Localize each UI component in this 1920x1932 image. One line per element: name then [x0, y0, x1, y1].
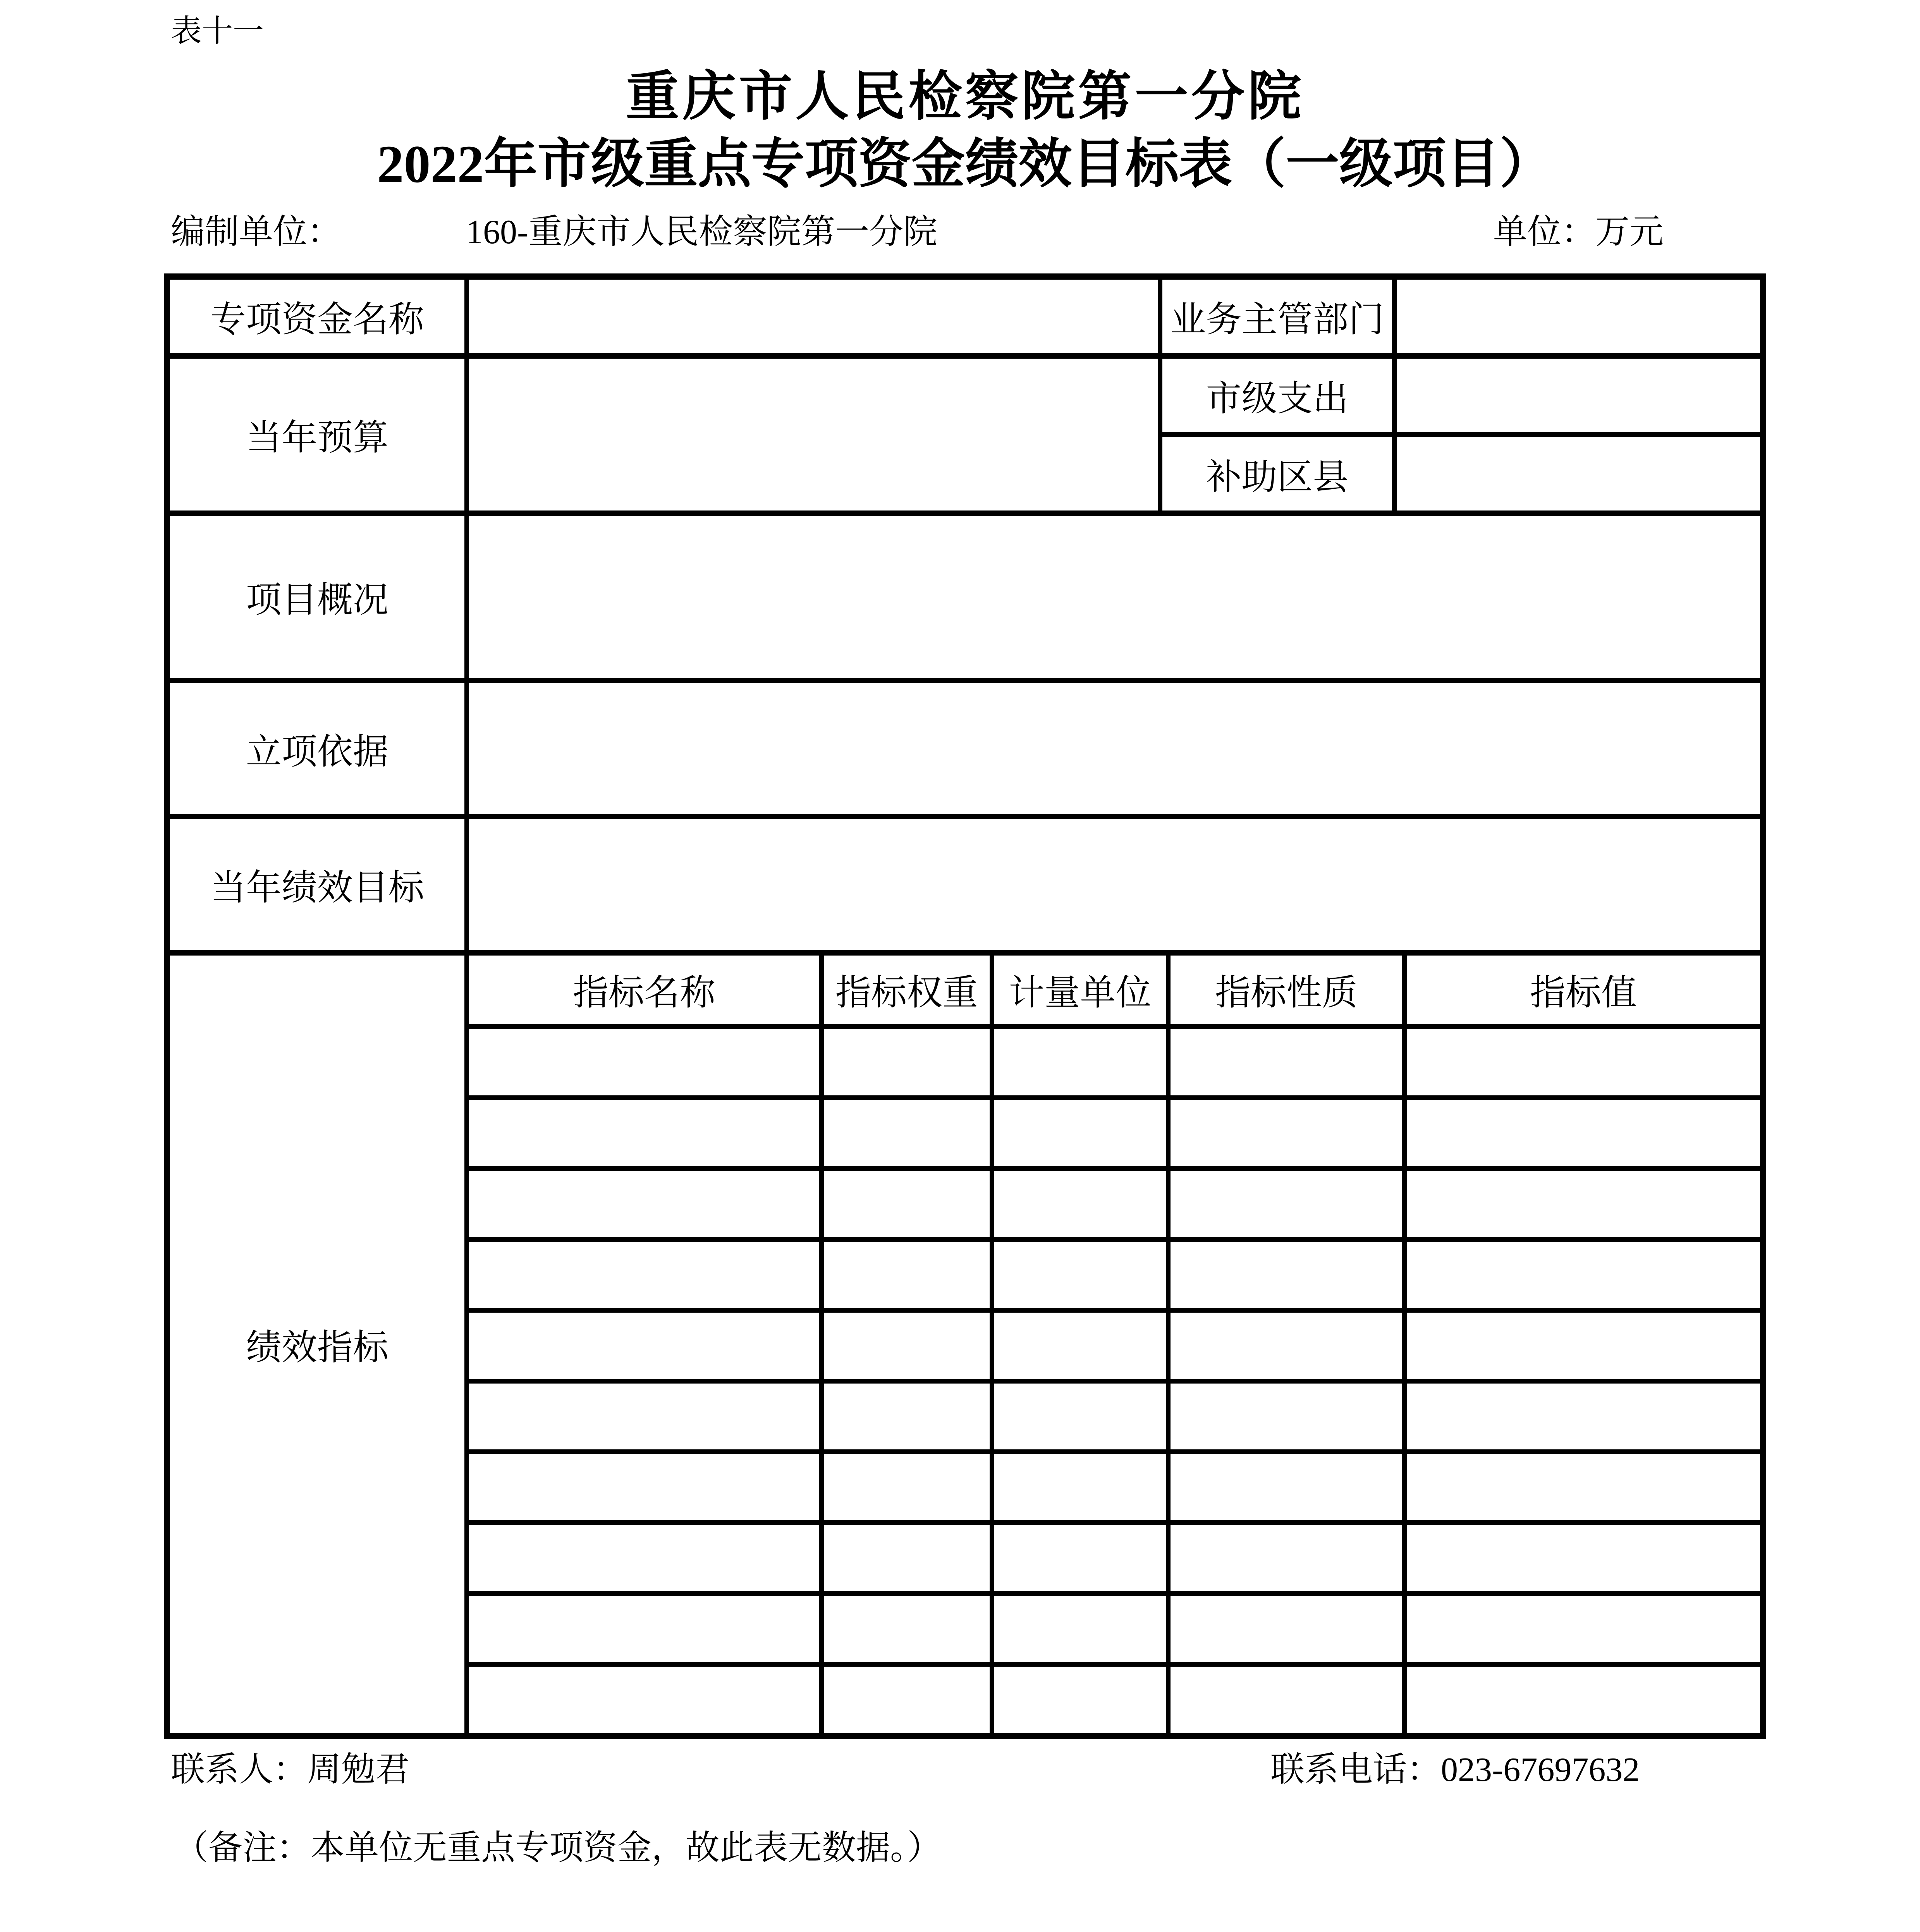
- indicator-cell: [994, 1667, 1171, 1733]
- indicator-cell: [994, 1100, 1171, 1166]
- indicator-cell: [1171, 1667, 1407, 1733]
- indicator-empty-row: [469, 1667, 1760, 1733]
- project-basis-value-cell: [469, 683, 1760, 814]
- indicator-empty-row: [469, 1100, 1760, 1171]
- indicator-cell: [469, 1525, 824, 1591]
- contact-phone: [1270, 1751, 1640, 1789]
- indicator-cell: [1407, 1171, 1760, 1237]
- unit-label: 单位：: [1493, 213, 1596, 251]
- phone-value: 023-67697632: [1441, 1751, 1640, 1789]
- indicator-col-header-name: 指标名称: [469, 956, 824, 1024]
- indicator-cell: [1407, 1667, 1760, 1733]
- indicator-rows: [469, 1029, 1760, 1733]
- indicator-cell: [994, 1029, 1171, 1095]
- indicator-cell: [469, 1454, 824, 1520]
- county-subsidy-value-cell: [1397, 437, 1760, 511]
- supervising-department-label-cell: 业务主管部门: [1162, 280, 1397, 353]
- indicator-cell: [994, 1454, 1171, 1520]
- indicator-cell: [1171, 1525, 1407, 1591]
- indicator-cell: [824, 1171, 994, 1237]
- meta-row: [0, 213, 1920, 252]
- remark-note: （备注：本单位无重点专项资金，故此表无数据。）: [174, 1829, 942, 1867]
- indicator-cell: [994, 1171, 1171, 1237]
- indicator-cell: [1407, 1029, 1760, 1095]
- project-overview-label-cell: 项目概况: [170, 516, 469, 678]
- indicator-cell: [824, 1100, 994, 1166]
- county-subsidy-label-cell: 补助区县: [1162, 437, 1397, 511]
- municipal-expenditure-label-cell: 市级支出: [1162, 359, 1397, 432]
- indicator-cell: [824, 1596, 994, 1662]
- indicator-cell: [1171, 1596, 1407, 1662]
- county-subsidy-row: [1162, 437, 1760, 511]
- indicator-cell: [824, 1242, 994, 1308]
- indicator-cell: [1407, 1384, 1760, 1450]
- indicator-cell: [824, 1667, 994, 1733]
- current-year-budget-label-cell: 当年预算: [170, 359, 469, 511]
- indicator-col-header-nature: 指标性质: [1171, 956, 1407, 1024]
- indicator-cell: [1171, 1454, 1407, 1520]
- indicator-cell: [469, 1242, 824, 1308]
- project-basis-label-cell: 立项依据: [170, 683, 469, 814]
- indicator-cell: [469, 1384, 824, 1450]
- indicator-cell: [1407, 1242, 1760, 1308]
- indicator-cell: [994, 1596, 1171, 1662]
- contact-label: 联系人：: [171, 1751, 308, 1789]
- indicator-cell: [1407, 1313, 1760, 1379]
- indicator-cell: [994, 1525, 1171, 1591]
- currency-unit: [1493, 213, 1664, 252]
- contact-person: [171, 1751, 409, 1789]
- indicator-cell: [824, 1454, 994, 1520]
- indicator-empty-row: [469, 1242, 1760, 1313]
- indicator-empty-row: [469, 1171, 1760, 1242]
- indicator-col-header-weight: 指标权重: [824, 956, 994, 1024]
- indicator-col-header-unit: 计量单位: [994, 956, 1171, 1024]
- row-project-overview: [170, 516, 1760, 683]
- indicator-empty-row: [469, 1454, 1760, 1525]
- indicator-cell: [994, 1384, 1171, 1450]
- supervising-department-value-cell: [1397, 280, 1760, 353]
- phone-label: 联系电话：: [1270, 1751, 1441, 1789]
- indicator-cell: [1407, 1100, 1760, 1166]
- indicator-header-row: [469, 956, 1760, 1029]
- indicator-cell: [1171, 1100, 1407, 1166]
- performance-target-table: [164, 273, 1766, 1739]
- row-project-basis: [170, 683, 1760, 819]
- indicator-cell: [1171, 1029, 1407, 1095]
- document-title-line1: 重庆市人民检察院第一分院: [626, 67, 1305, 126]
- row-performance-indicators: [170, 956, 1760, 1733]
- indicator-cell: [1407, 1454, 1760, 1520]
- indicator-cell: [824, 1313, 994, 1379]
- indicator-cell: [824, 1525, 994, 1591]
- footer-row: [0, 1751, 1920, 1789]
- annual-performance-target-value-cell: [469, 819, 1760, 950]
- indicator-cell: [1171, 1384, 1407, 1450]
- indicator-cell: [469, 1100, 824, 1166]
- indicator-empty-row: [469, 1384, 1760, 1454]
- current-year-budget-value-cell: [469, 359, 1162, 511]
- indicator-cell: [1171, 1171, 1407, 1237]
- annual-performance-target-label-cell: 当年绩效目标: [170, 819, 469, 950]
- indicator-cell: [994, 1313, 1171, 1379]
- table-number-label: 表十一: [171, 14, 264, 48]
- document-title-line2: 2022年市级重点专项资金绩效目标表（一级项目）: [377, 134, 1553, 194]
- indicator-cell: [1407, 1525, 1760, 1591]
- unit-value: 万元: [1595, 213, 1664, 251]
- performance-indicator-label-cell: 绩效指标: [170, 956, 469, 1733]
- municipal-expenditure-value-cell: [1397, 359, 1760, 432]
- indicator-empty-row: [469, 1596, 1760, 1667]
- indicator-cell: [469, 1596, 824, 1662]
- indicator-cell: [469, 1313, 824, 1379]
- prepared-by-value: 160-重庆市人民检察院第一分院: [466, 213, 938, 251]
- indicator-cell: [469, 1171, 824, 1237]
- indicator-col-header-value: 指标值: [1530, 973, 1637, 1012]
- indicator-cell: [469, 1667, 824, 1733]
- row-special-fund-name: [170, 280, 1760, 359]
- indicator-cell: [1407, 1596, 1760, 1662]
- indicator-cell: [1171, 1313, 1407, 1379]
- indicator-empty-row: [469, 1029, 1760, 1100]
- special-fund-name-label-cell: 专项资金名称: [170, 280, 469, 353]
- municipal-expenditure-row: [1162, 359, 1760, 437]
- prepared-by-label: 编制单位：: [171, 213, 342, 251]
- indicator-cell: [1171, 1242, 1407, 1308]
- indicator-cell: [824, 1384, 994, 1450]
- indicator-empty-row: [469, 1525, 1760, 1596]
- contact-value: 周勉君: [307, 1751, 410, 1789]
- row-annual-performance-target: [170, 819, 1760, 956]
- budget-breakdown-column: [1162, 359, 1760, 511]
- indicator-cell: [994, 1242, 1171, 1308]
- project-overview-value-cell: [469, 516, 1760, 678]
- row-current-year-budget: [170, 359, 1760, 516]
- indicator-grid: [469, 956, 1760, 1733]
- indicator-cell: [469, 1029, 824, 1095]
- special-fund-name-value-cell: [469, 280, 1162, 353]
- indicator-cell: [824, 1029, 994, 1095]
- indicator-empty-row: [469, 1313, 1760, 1384]
